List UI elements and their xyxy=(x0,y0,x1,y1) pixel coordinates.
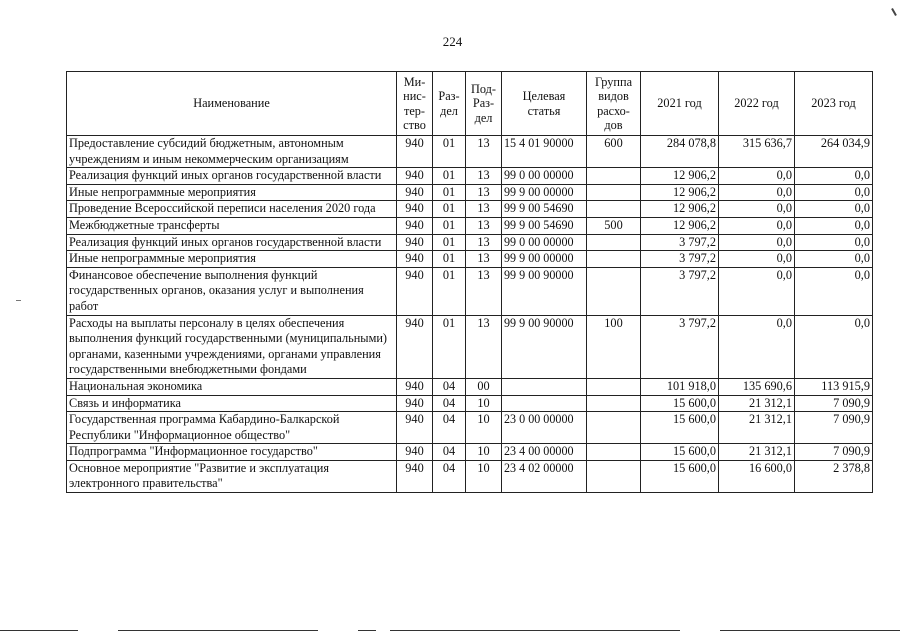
row-subsection: 00 xyxy=(466,378,502,395)
row-2022: 0,0 xyxy=(719,234,795,251)
row-target: 23 4 00 00000 xyxy=(502,444,587,461)
row-2021: 15 600,0 xyxy=(641,412,719,444)
row-name: Финансовое обеспечение выполнения функций государственных органов, оказания услуг и выполнения работ xyxy=(67,267,397,315)
row-ministry: 940 xyxy=(397,412,433,444)
row-section: 04 xyxy=(433,378,466,395)
header-2022: 2022 год xyxy=(719,72,795,136)
header-2023: 2023 год xyxy=(795,72,873,136)
row-group xyxy=(587,412,641,444)
table-row xyxy=(67,460,873,492)
row-target xyxy=(502,395,587,412)
row-2023: 0,0 xyxy=(795,168,873,185)
row-name: Основное мероприятие "Развитие и эксплуатация электронного правительства" xyxy=(67,460,397,492)
header-ministry: Ми- нис- тер- ство xyxy=(397,72,433,136)
row-section: 01 xyxy=(433,184,466,201)
row-section: 01 xyxy=(433,234,466,251)
row-name: Реализация функций иных органов государственной власти xyxy=(67,168,397,185)
row-subsection: 10 xyxy=(466,412,502,444)
row-2021: 284 078,8 xyxy=(641,136,719,168)
row-target: 99 9 00 54690 xyxy=(502,217,587,234)
row-2021: 3 797,2 xyxy=(641,267,719,315)
row-2022: 135 690,6 xyxy=(719,378,795,395)
row-2021: 3 797,2 xyxy=(641,234,719,251)
row-name: Проведение Всероссийской переписи населения 2020 года xyxy=(67,201,397,218)
row-group: 500 xyxy=(587,217,641,234)
row-group xyxy=(587,267,641,315)
row-subsection: 13 xyxy=(466,168,502,185)
row-name: Иные непрограммные мероприятия xyxy=(67,251,397,268)
row-section: 01 xyxy=(433,251,466,268)
row-ministry: 940 xyxy=(397,217,433,234)
row-target: 15 4 01 90000 xyxy=(502,136,587,168)
row-name: Национальная экономика xyxy=(67,378,397,395)
table-row xyxy=(67,184,873,201)
header-target: Целевая статья xyxy=(502,72,587,136)
row-subsection: 13 xyxy=(466,315,502,378)
row-subsection: 10 xyxy=(466,395,502,412)
row-subsection: 13 xyxy=(466,234,502,251)
row-section: 04 xyxy=(433,412,466,444)
table-row xyxy=(67,168,873,185)
row-subsection: 10 xyxy=(466,460,502,492)
table-row xyxy=(67,395,873,412)
row-subsection: 13 xyxy=(466,136,502,168)
row-name: Иные непрограммные мероприятия xyxy=(67,184,397,201)
row-ministry: 940 xyxy=(397,395,433,412)
row-section: 04 xyxy=(433,460,466,492)
row-subsection: 10 xyxy=(466,444,502,461)
row-2022: 21 312,1 xyxy=(719,444,795,461)
row-section: 01 xyxy=(433,217,466,234)
page-number: 224 xyxy=(442,34,463,49)
scan-mark xyxy=(16,300,21,301)
row-ministry: 940 xyxy=(397,201,433,218)
row-2022: 0,0 xyxy=(719,217,795,234)
row-2021: 12 906,2 xyxy=(641,184,719,201)
table-row xyxy=(67,136,873,168)
row-ministry: 940 xyxy=(397,136,433,168)
row-ministry: 940 xyxy=(397,168,433,185)
row-target: 99 9 00 90000 xyxy=(502,315,587,378)
row-ministry: 940 xyxy=(397,251,433,268)
table-header-row xyxy=(67,72,873,136)
row-2022: 0,0 xyxy=(719,267,795,315)
row-2023: 0,0 xyxy=(795,217,873,234)
header-subsection: Под- Раз- дел xyxy=(466,72,502,136)
row-name: Государственная программа Кабардино-Балкарской Республики "Информационное общество" xyxy=(67,412,397,444)
header-section: Раз- дел xyxy=(433,72,466,136)
row-2021: 3 797,2 xyxy=(641,315,719,378)
row-2023: 2 378,8 xyxy=(795,460,873,492)
row-2022: 21 312,1 xyxy=(719,412,795,444)
row-2021: 101 918,0 xyxy=(641,378,719,395)
row-subsection: 13 xyxy=(466,267,502,315)
table-row xyxy=(67,217,873,234)
row-2022: 16 600,0 xyxy=(719,460,795,492)
table-row xyxy=(67,251,873,268)
row-target: 23 0 00 00000 xyxy=(502,412,587,444)
row-section: 01 xyxy=(433,136,466,168)
header-group: Группа видов расхо- дов xyxy=(587,72,641,136)
row-subsection: 13 xyxy=(466,217,502,234)
row-group xyxy=(587,378,641,395)
row-2023: 264 034,9 xyxy=(795,136,873,168)
row-subsection: 13 xyxy=(466,201,502,218)
row-group xyxy=(587,184,641,201)
row-2023: 0,0 xyxy=(795,267,873,315)
row-group xyxy=(587,251,641,268)
header-2021: 2021 год xyxy=(641,72,719,136)
row-2022: 0,0 xyxy=(719,251,795,268)
row-2021: 3 797,2 xyxy=(641,251,719,268)
table-row xyxy=(67,201,873,218)
row-ministry: 940 xyxy=(397,315,433,378)
footer-rule xyxy=(390,630,680,631)
row-target: 99 0 00 00000 xyxy=(502,168,587,185)
row-group xyxy=(587,201,641,218)
row-name: Межбюджетные трансферты xyxy=(67,217,397,234)
row-group xyxy=(587,444,641,461)
row-group xyxy=(587,168,641,185)
row-target: 23 4 02 00000 xyxy=(502,460,587,492)
row-subsection: 13 xyxy=(466,251,502,268)
row-2023: 113 915,9 xyxy=(795,378,873,395)
row-name: Связь и информатика xyxy=(67,395,397,412)
row-2023: 0,0 xyxy=(795,201,873,218)
row-2022: 21 312,1 xyxy=(719,395,795,412)
row-target: 99 9 00 00000 xyxy=(502,251,587,268)
row-2021: 12 906,2 xyxy=(641,201,719,218)
row-2021: 15 600,0 xyxy=(641,395,719,412)
row-2023: 7 090,9 xyxy=(795,395,873,412)
row-section: 01 xyxy=(433,201,466,218)
row-2021: 12 906,2 xyxy=(641,168,719,185)
footer-rule xyxy=(118,630,318,631)
table-row xyxy=(67,267,873,315)
row-2022: 315 636,7 xyxy=(719,136,795,168)
row-2021: 12 906,2 xyxy=(641,217,719,234)
row-group xyxy=(587,460,641,492)
row-2023: 0,0 xyxy=(795,184,873,201)
row-target: 99 9 00 54690 xyxy=(502,201,587,218)
row-2023: 0,0 xyxy=(795,234,873,251)
row-ministry: 940 xyxy=(397,267,433,315)
row-section: 04 xyxy=(433,444,466,461)
row-section: 01 xyxy=(433,267,466,315)
row-name: Предоставление субсидий бюджетным, автономным учреждениям и иным некоммерческим организациям xyxy=(67,136,397,168)
row-2021: 15 600,0 xyxy=(641,444,719,461)
row-2021: 15 600,0 xyxy=(641,460,719,492)
footer-rule xyxy=(0,630,78,631)
row-target xyxy=(502,378,587,395)
row-group: 600 xyxy=(587,136,641,168)
row-target: 99 9 00 00000 xyxy=(502,184,587,201)
footer-rule xyxy=(720,630,900,631)
row-ministry: 940 xyxy=(397,444,433,461)
table-row xyxy=(67,378,873,395)
row-subsection: 13 xyxy=(466,184,502,201)
scan-mark xyxy=(891,8,897,16)
row-2022: 0,0 xyxy=(719,168,795,185)
table-row xyxy=(67,444,873,461)
row-2022: 0,0 xyxy=(719,201,795,218)
row-ministry: 940 xyxy=(397,234,433,251)
row-2023: 0,0 xyxy=(795,251,873,268)
table-row xyxy=(67,412,873,444)
row-section: 01 xyxy=(433,315,466,378)
footer-rule xyxy=(358,630,376,631)
row-2022: 0,0 xyxy=(719,184,795,201)
row-name: Реализация функций иных органов государственной власти xyxy=(67,234,397,251)
row-group: 100 xyxy=(587,315,641,378)
row-ministry: 940 xyxy=(397,184,433,201)
table-row xyxy=(67,315,873,378)
row-section: 04 xyxy=(433,395,466,412)
row-group xyxy=(587,395,641,412)
row-2022: 0,0 xyxy=(719,315,795,378)
table-row xyxy=(67,234,873,251)
header-name: Наименование xyxy=(67,72,397,136)
row-group xyxy=(587,234,641,251)
row-section: 01 xyxy=(433,168,466,185)
row-name: Расходы на выплаты персоналу в целях обеспечения выполнения функций государственными (муниципальными) органами, казенными учреждениями, органами управления государственными внебюджетными фондами xyxy=(67,315,397,378)
row-ministry: 940 xyxy=(397,460,433,492)
row-ministry: 940 xyxy=(397,378,433,395)
row-name: Подпрограмма "Информационное государство" xyxy=(67,444,397,461)
row-2023: 0,0 xyxy=(795,315,873,378)
row-target: 99 0 00 00000 xyxy=(502,234,587,251)
budget-table xyxy=(66,71,873,493)
row-2023: 7 090,9 xyxy=(795,444,873,461)
row-target: 99 9 00 90000 xyxy=(502,267,587,315)
row-2023: 7 090,9 xyxy=(795,412,873,444)
